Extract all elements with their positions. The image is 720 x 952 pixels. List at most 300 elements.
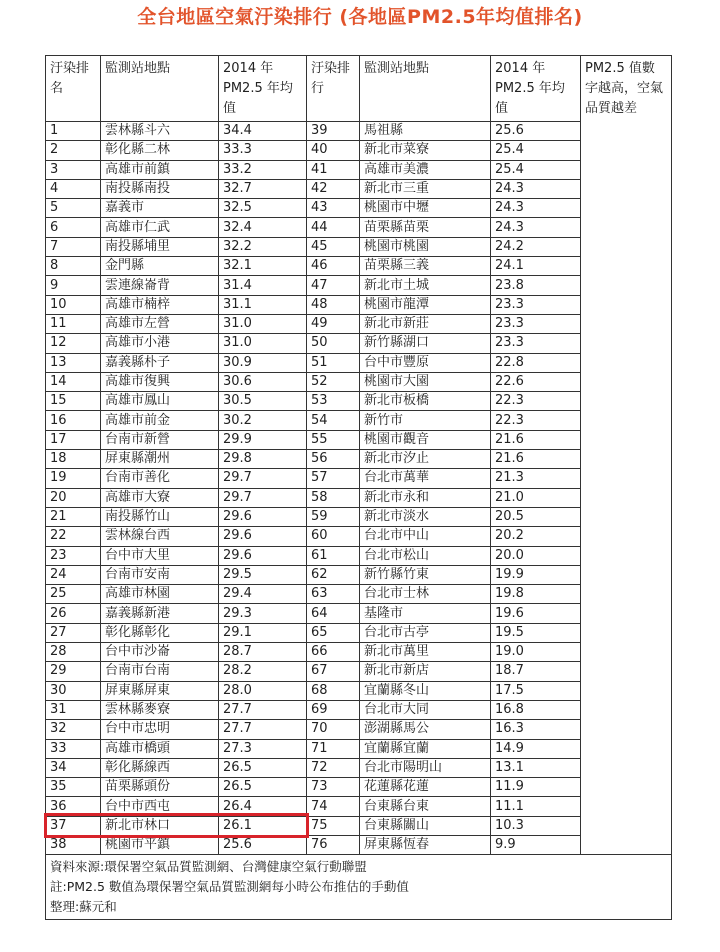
page-title: 全台地區空氣汙染排行 (各地區PM2.5年均值排名): [137, 6, 583, 28]
header-station-b: 監測站地點: [360, 56, 491, 122]
station-cell: 新北市新莊: [360, 314, 491, 333]
rank-cell: 67: [307, 662, 360, 681]
value-cell: 19.0: [491, 643, 581, 662]
value-cell: 33.3: [219, 141, 307, 160]
value-cell: 13.1: [491, 758, 581, 777]
station-cell: 台東縣台東: [360, 797, 491, 816]
note-column-blank: [581, 778, 672, 797]
value-cell: 24.1: [491, 257, 581, 276]
note-column-blank: [581, 835, 672, 854]
rank-cell: 53: [307, 392, 360, 411]
station-cell: 基隆市: [360, 604, 491, 623]
table-row: [46, 662, 672, 681]
rank-cell: 26: [46, 604, 101, 623]
note-column-blank: [581, 623, 672, 642]
note-column-blank: [581, 334, 672, 353]
note-column-blank: [581, 237, 672, 256]
table-row: [46, 411, 672, 430]
value-cell: 16.8: [491, 700, 581, 719]
station-cell: 台北市中山: [360, 527, 491, 546]
note-column-blank: [581, 527, 672, 546]
station-cell: 新北市汐止: [360, 450, 491, 469]
rank-cell: 48: [307, 295, 360, 314]
rank-cell: 66: [307, 643, 360, 662]
station-cell: 嘉義縣新港: [101, 604, 219, 623]
rank-cell: 69: [307, 700, 360, 719]
value-cell: 33.2: [219, 160, 307, 179]
table-row: [46, 353, 672, 372]
rank-cell: 54: [307, 411, 360, 430]
station-cell: 桃園市中壢: [360, 199, 491, 218]
value-cell: 17.5: [491, 681, 581, 700]
note-column-blank: [581, 199, 672, 218]
rank-cell: 71: [307, 739, 360, 758]
note-column-blank: [581, 758, 672, 777]
value-cell: 28.0: [219, 681, 307, 700]
value-cell: 19.8: [491, 585, 581, 604]
rank-cell: 50: [307, 334, 360, 353]
note-column-blank: [581, 700, 672, 719]
station-cell: 雲連線崙背: [101, 276, 219, 295]
station-cell: 南投縣竹山: [101, 507, 219, 526]
note-column-blank: [581, 218, 672, 237]
value-cell: 26.4: [219, 797, 307, 816]
table-row: [46, 739, 672, 758]
rank-cell: 20: [46, 488, 101, 507]
table-row: [46, 604, 672, 623]
rank-cell: 73: [307, 778, 360, 797]
note-column-blank: [581, 122, 672, 141]
rank-cell: 70: [307, 720, 360, 739]
station-cell: 台北市士林: [360, 585, 491, 604]
station-cell: 嘉義市: [101, 199, 219, 218]
value-cell: 22.8: [491, 353, 581, 372]
rank-cell: 33: [46, 739, 101, 758]
rank-cell: 23: [46, 546, 101, 565]
value-cell: 29.6: [219, 507, 307, 526]
footer-note: 註:PM2.5 數值為環保署空氣品質監測網每小時公布推估的手動值: [50, 879, 409, 895]
rank-cell: 2: [46, 141, 101, 160]
station-cell: 台南市安南: [101, 565, 219, 584]
table-row: [46, 314, 672, 333]
pm25-ranking-table: [45, 55, 672, 855]
table-row: [46, 450, 672, 469]
value-cell: 26.5: [219, 758, 307, 777]
station-cell: 雲林縣斗六: [101, 122, 219, 141]
rank-cell: 4: [46, 179, 101, 198]
station-cell: 花蓮縣花蓮: [360, 778, 491, 797]
station-cell: 台中市西屯: [101, 797, 219, 816]
rank-cell: 9: [46, 276, 101, 295]
value-cell: 29.9: [219, 430, 307, 449]
header-station: 監測站地點: [101, 56, 219, 122]
table-row: [46, 758, 672, 777]
rank-cell: 74: [307, 797, 360, 816]
table-row: [46, 681, 672, 700]
rank-cell: 19: [46, 469, 101, 488]
value-cell: 30.6: [219, 372, 307, 391]
station-cell: 新北市土城: [360, 276, 491, 295]
station-cell: 苗栗縣三義: [360, 257, 491, 276]
station-cell: 彰化縣彰化: [101, 623, 219, 642]
station-cell: 苗栗縣苗栗: [360, 218, 491, 237]
value-cell: 29.5: [219, 565, 307, 584]
table-row: [46, 276, 672, 295]
rank-cell: 36: [46, 797, 101, 816]
value-cell: 19.6: [491, 604, 581, 623]
station-cell: 台東縣關山: [360, 816, 491, 835]
table-row: [46, 546, 672, 565]
station-cell: 雲林線台西: [101, 527, 219, 546]
value-cell: 21.3: [491, 469, 581, 488]
value-cell: 30.5: [219, 392, 307, 411]
value-cell: 29.7: [219, 469, 307, 488]
rank-cell: 62: [307, 565, 360, 584]
table-row: [46, 237, 672, 256]
value-cell: 29.6: [219, 546, 307, 565]
station-cell: 高雄市前鎮: [101, 160, 219, 179]
table-row: [46, 257, 672, 276]
rank-cell: 28: [46, 643, 101, 662]
rank-cell: 58: [307, 488, 360, 507]
station-cell: 金門縣: [101, 257, 219, 276]
station-cell: 新北市菜寮: [360, 141, 491, 160]
rank-cell: 72: [307, 758, 360, 777]
rank-cell: 52: [307, 372, 360, 391]
station-cell: 澎湖縣馬公: [360, 720, 491, 739]
value-cell: 20.0: [491, 546, 581, 565]
value-cell: 22.6: [491, 372, 581, 391]
note-column-blank: [581, 160, 672, 179]
note-column-blank: [581, 797, 672, 816]
value-cell: 30.9: [219, 353, 307, 372]
station-cell: 高雄市復興: [101, 372, 219, 391]
rank-cell: 15: [46, 392, 101, 411]
table-header-row: [46, 56, 672, 122]
note-column-blank: [581, 295, 672, 314]
rank-cell: 40: [307, 141, 360, 160]
note-column-blank: [581, 507, 672, 526]
station-cell: 新竹市: [360, 411, 491, 430]
station-cell: 新竹縣湖口: [360, 334, 491, 353]
note-column-blank: [581, 392, 672, 411]
value-cell: 30.2: [219, 411, 307, 430]
table-row: [46, 469, 672, 488]
header-rank-b: 汙染排行: [307, 56, 360, 122]
header-value-b: 2014 年PM2.5 年均值: [491, 56, 581, 122]
note-column-blank: [581, 643, 672, 662]
station-cell: 高雄市美濃: [360, 160, 491, 179]
rank-cell: 13: [46, 353, 101, 372]
value-cell: 21.0: [491, 488, 581, 507]
value-cell: 10.3: [491, 816, 581, 835]
table-row: [46, 295, 672, 314]
rank-cell: 21: [46, 507, 101, 526]
value-cell: 24.2: [491, 237, 581, 256]
station-cell: 新北市板橋: [360, 392, 491, 411]
value-cell: 25.4: [491, 160, 581, 179]
value-cell: 29.1: [219, 623, 307, 642]
value-cell: 31.0: [219, 314, 307, 333]
station-cell: 台南市新營: [101, 430, 219, 449]
station-cell: 屏東縣屏東: [101, 681, 219, 700]
note-column-blank: [581, 662, 672, 681]
rank-cell: 56: [307, 450, 360, 469]
note-column-blank: [581, 720, 672, 739]
station-cell: 台中市大里: [101, 546, 219, 565]
station-cell: 高雄市鳳山: [101, 392, 219, 411]
value-cell: 16.3: [491, 720, 581, 739]
value-cell: 27.7: [219, 720, 307, 739]
station-cell: 南投縣埔里: [101, 237, 219, 256]
note-column-blank: [581, 353, 672, 372]
table-row: [46, 720, 672, 739]
header-note: PM2.5 值數字越高，空氣品質越差: [581, 56, 672, 122]
station-cell: 南投縣南投: [101, 179, 219, 198]
value-cell: 32.7: [219, 179, 307, 198]
rank-cell: 51: [307, 353, 360, 372]
station-cell: 新北市永和: [360, 488, 491, 507]
rank-cell: 30: [46, 681, 101, 700]
station-cell: 桃園市龍潭: [360, 295, 491, 314]
station-cell: 高雄市橋頭: [101, 739, 219, 758]
value-cell: 28.2: [219, 662, 307, 681]
station-cell: 台中市豐原: [360, 353, 491, 372]
value-cell: 19.5: [491, 623, 581, 642]
value-cell: 18.7: [491, 662, 581, 681]
value-cell: 14.9: [491, 739, 581, 758]
rank-cell: 29: [46, 662, 101, 681]
station-cell: 新北市淡水: [360, 507, 491, 526]
table-row: [46, 392, 672, 411]
station-cell: 台中市沙崙: [101, 643, 219, 662]
value-cell: 32.1: [219, 257, 307, 276]
note-column-blank: [581, 314, 672, 333]
value-cell: 23.8: [491, 276, 581, 295]
value-cell: 32.5: [219, 199, 307, 218]
rank-cell: 6: [46, 218, 101, 237]
value-cell: 29.4: [219, 585, 307, 604]
table-row: [46, 179, 672, 198]
station-cell: 宜蘭縣冬山: [360, 681, 491, 700]
rank-cell: 75: [307, 816, 360, 835]
rank-cell: 18: [46, 450, 101, 469]
station-cell: 高雄市小港: [101, 334, 219, 353]
table-row: [46, 141, 672, 160]
note-column-blank: [581, 816, 672, 835]
note-column-blank: [581, 604, 672, 623]
value-cell: 25.4: [491, 141, 581, 160]
value-cell: 24.3: [491, 199, 581, 218]
station-cell: 台北市大同: [360, 700, 491, 719]
note-column-blank: [581, 546, 672, 565]
value-cell: 23.3: [491, 295, 581, 314]
value-cell: 22.3: [491, 392, 581, 411]
value-cell: 31.0: [219, 334, 307, 353]
note-column-blank: [581, 488, 672, 507]
value-cell: 19.9: [491, 565, 581, 584]
station-cell: 桃園市桃園: [360, 237, 491, 256]
station-cell: 苗栗縣頭份: [101, 778, 219, 797]
note-column-blank: [581, 681, 672, 700]
rank-cell: 35: [46, 778, 101, 797]
value-cell: 29.7: [219, 488, 307, 507]
header-value: 2014 年PM2.5 年均值: [219, 56, 307, 122]
rank-cell: 49: [307, 314, 360, 333]
rank-cell: 24: [46, 565, 101, 584]
rank-cell: 44: [307, 218, 360, 237]
note-column-blank: [581, 411, 672, 430]
rank-cell: 59: [307, 507, 360, 526]
rank-cell: 1: [46, 122, 101, 141]
value-cell: 11.1: [491, 797, 581, 816]
rank-cell: 12: [46, 334, 101, 353]
station-cell: 新北市林口: [101, 816, 219, 835]
note-column-blank: [581, 565, 672, 584]
rank-cell: 22: [46, 527, 101, 546]
value-cell: 28.7: [219, 643, 307, 662]
rank-cell: 76: [307, 835, 360, 854]
station-cell: 高雄市左營: [101, 314, 219, 333]
station-cell: 宜蘭縣宜蘭: [360, 739, 491, 758]
value-cell: 27.3: [219, 739, 307, 758]
station-cell: 高雄市大寮: [101, 488, 219, 507]
table-row: [46, 585, 672, 604]
note-column-blank: [581, 179, 672, 198]
note-column-blank: [581, 585, 672, 604]
rank-cell: 7: [46, 237, 101, 256]
value-cell: 25.6: [491, 122, 581, 141]
station-cell: 高雄市林園: [101, 585, 219, 604]
rank-cell: 11: [46, 314, 101, 333]
station-cell: 雲林縣麥寮: [101, 700, 219, 719]
rank-cell: 32: [46, 720, 101, 739]
value-cell: 31.4: [219, 276, 307, 295]
rank-cell: 34: [46, 758, 101, 777]
rank-cell: 8: [46, 257, 101, 276]
station-cell: 台北市萬華: [360, 469, 491, 488]
value-cell: 32.2: [219, 237, 307, 256]
rank-cell: 63: [307, 585, 360, 604]
station-cell: 彰化縣線西: [101, 758, 219, 777]
table-row: [46, 700, 672, 719]
station-cell: 彰化縣二林: [101, 141, 219, 160]
station-cell: 馬祖縣: [360, 122, 491, 141]
rank-cell: 14: [46, 372, 101, 391]
station-cell: 桃園市觀音: [360, 430, 491, 449]
rank-cell: 45: [307, 237, 360, 256]
value-cell: 29.6: [219, 527, 307, 546]
station-cell: 嘉義縣朴子: [101, 353, 219, 372]
rank-cell: 38: [46, 835, 101, 854]
value-cell: 27.7: [219, 700, 307, 719]
station-cell: 台北市陽明山: [360, 758, 491, 777]
value-cell: 23.3: [491, 334, 581, 353]
footer-source: 資料來源:環保署空氣品質監測網、台灣健康空氣行動聯盟: [50, 859, 367, 875]
value-cell: 9.9: [491, 835, 581, 854]
table-row: [46, 527, 672, 546]
table-row: [46, 565, 672, 584]
rank-cell: 25: [46, 585, 101, 604]
value-cell: 20.5: [491, 507, 581, 526]
rank-cell: 31: [46, 700, 101, 719]
station-cell: 台北市古亭: [360, 623, 491, 642]
table-row: [46, 218, 672, 237]
station-cell: 台中市忠明: [101, 720, 219, 739]
value-cell: 11.9: [491, 778, 581, 797]
table-row: [46, 507, 672, 526]
rank-cell: 65: [307, 623, 360, 642]
header-rank: 汙染排名: [46, 56, 101, 122]
footer-editor: 整理:蘇元和: [50, 899, 117, 915]
table-row: [46, 372, 672, 391]
station-cell: 台南市善化: [101, 469, 219, 488]
note-column-blank: [581, 257, 672, 276]
table-row: [46, 778, 672, 797]
value-cell: 23.3: [491, 314, 581, 333]
station-cell: 新北市新店: [360, 662, 491, 681]
rank-cell: 41: [307, 160, 360, 179]
station-cell: 新北市萬里: [360, 643, 491, 662]
note-column-blank: [581, 141, 672, 160]
table-row: [46, 199, 672, 218]
station-cell: 高雄市仁武: [101, 218, 219, 237]
station-cell: 屏東縣恆春: [360, 835, 491, 854]
station-cell: 新竹縣竹東: [360, 565, 491, 584]
rank-cell: 10: [46, 295, 101, 314]
value-cell: 25.6: [219, 835, 307, 854]
value-cell: 29.8: [219, 450, 307, 469]
rank-cell: 16: [46, 411, 101, 430]
value-cell: 24.3: [491, 179, 581, 198]
station-cell: 高雄市楠梓: [101, 295, 219, 314]
value-cell: 26.5: [219, 778, 307, 797]
value-cell: 34.4: [219, 122, 307, 141]
rank-cell: 43: [307, 199, 360, 218]
value-cell: 32.4: [219, 218, 307, 237]
note-column-blank: [581, 450, 672, 469]
rank-cell: 57: [307, 469, 360, 488]
rank-cell: 39: [307, 122, 360, 141]
highlight-box-row-37: [44, 813, 309, 838]
station-cell: 台南市台南: [101, 662, 219, 681]
value-cell: 31.1: [219, 295, 307, 314]
station-cell: 高雄市前金: [101, 411, 219, 430]
rank-cell: 61: [307, 546, 360, 565]
table-row: [46, 623, 672, 642]
station-cell: 台北市松山: [360, 546, 491, 565]
value-cell: 21.6: [491, 430, 581, 449]
value-cell: 29.3: [219, 604, 307, 623]
rank-cell: 37: [46, 816, 101, 835]
rank-cell: 3: [46, 160, 101, 179]
table-row: [46, 122, 672, 141]
rank-cell: 47: [307, 276, 360, 295]
rank-cell: 27: [46, 623, 101, 642]
value-cell: 21.6: [491, 450, 581, 469]
value-cell: 26.1: [219, 816, 307, 835]
table-row: [46, 430, 672, 449]
note-column-blank: [581, 372, 672, 391]
note-column-blank: [581, 276, 672, 295]
rank-cell: 42: [307, 179, 360, 198]
footer-notes: [45, 855, 672, 920]
table-row: [46, 334, 672, 353]
value-cell: 24.3: [491, 218, 581, 237]
note-column-blank: [581, 739, 672, 758]
rank-cell: 64: [307, 604, 360, 623]
rank-cell: 46: [307, 257, 360, 276]
